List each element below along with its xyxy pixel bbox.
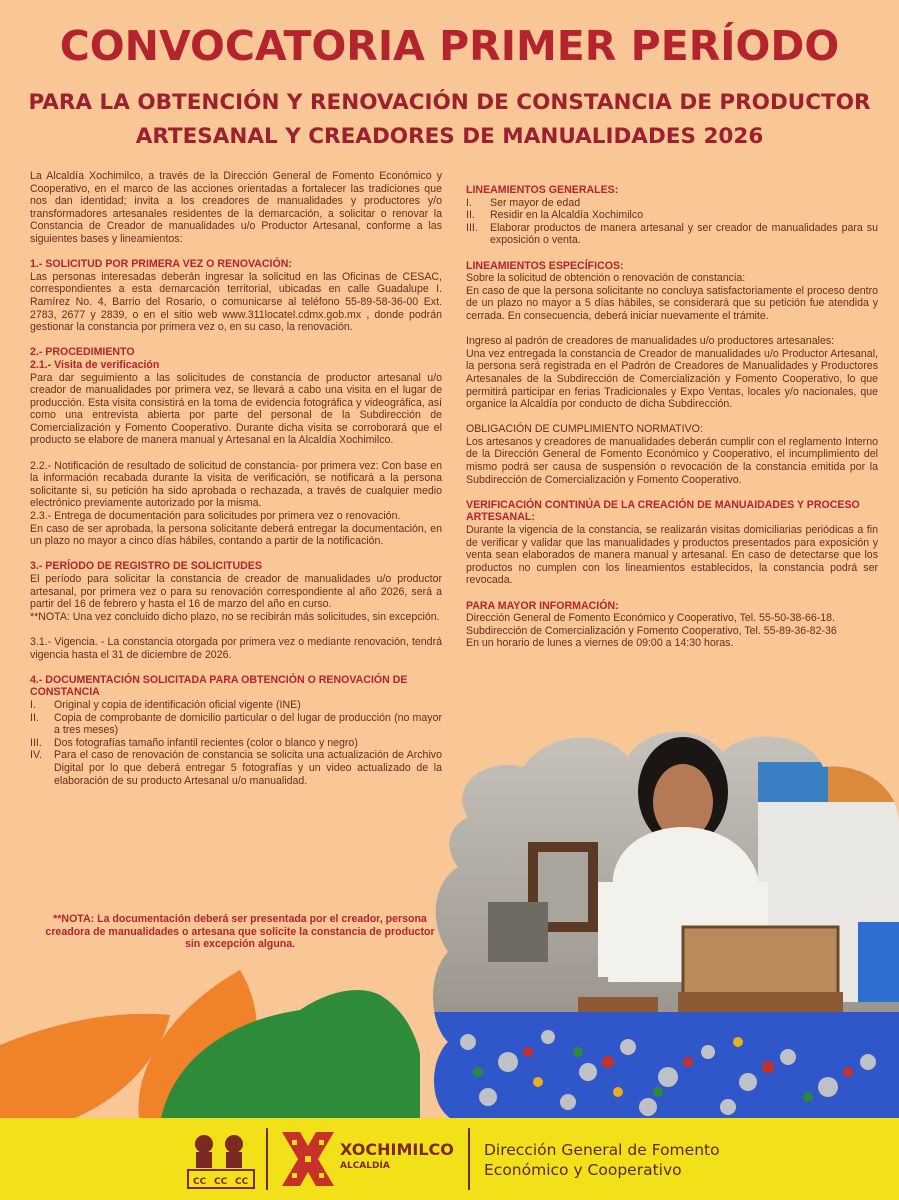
final-note: **NOTA: La documentación deberá ser presentada por el creador, persona creadora de manualidades o artesana que solicite la constancia de productor sin excepción alguna. bbox=[45, 913, 435, 951]
display-table bbox=[428, 1012, 899, 1122]
brand-subtitle: ALCALDÍA bbox=[340, 1161, 390, 1171]
page-title: CONVOCATORIA PRIMER PERÍODO bbox=[59, 22, 840, 70]
general-guideline-item-number: I. bbox=[466, 196, 472, 209]
section-3-heading: 3.- PERÍODO DE REGISTRO DE SOLICITUDES bbox=[30, 560, 262, 573]
department-line-1: Dirección General de Fomento bbox=[484, 1141, 720, 1159]
section-3-1-text: 3.1.- Vigencia. - La constancia otorgada por primera vez o mediante renovación, tendrá vigencia hasta el 31 de diciembre de 2026. bbox=[30, 635, 442, 661]
section-2-heading: 2.- PROCEDIMIENTO bbox=[30, 346, 135, 359]
general-guidelines-heading: LINEAMIENTOS GENERALES: bbox=[466, 184, 619, 196]
footer bbox=[0, 1118, 899, 1200]
general-guideline-item bbox=[466, 222, 878, 247]
xochimilco-brand bbox=[340, 1142, 454, 1174]
subtitle-line-2: ARTESANAL Y CREADORES DE MANUALIDADES 2026 bbox=[135, 124, 764, 149]
cc-label-2: CC bbox=[214, 1177, 228, 1187]
general-guideline-item-number: II. bbox=[466, 209, 475, 222]
subtitle-line-1: PARA LA OBTENCIÓN Y RENOVACIÓN DE CONSTANCIA DE PRODUCTOR bbox=[28, 90, 871, 115]
section-3-text: El período para solicitar la constancia de creador de manualidades u/o productor artesanal, por primera vez o para su renovación correspondiente al año 2026, será a partir del 16 de febrero y hasta el 16 de marzo del año en curso. bbox=[30, 573, 442, 611]
obligation-text: Los artesanos y creadores de manualidades deberán cumplir con el reglamento Interno de la Dirección General de Fomento Económico y Cooperativo, el incumplimiento del mismo podrá ser causa de suspensión o revocación de la constancia emitida por la Subdirección de Comercialización y Fomento Cooperativo. bbox=[466, 435, 878, 486]
intro-paragraph: La Alcaldía Xochimilco, a través de la Dirección General de Fomento Económico y Cooperativo, en el marco de las acciones orientadas a fortalecer las tradiciones que nos dan identidad; invita a los creadores de manualidades y productores y/o transformadores artesanales residentes de la demarcación, a solicitar o renovar la Constancia de Creador de manualidades u/o Productor Artesanal, conforme a las siguientes bases y lineamientos: bbox=[30, 170, 442, 245]
cc-emblem-icon bbox=[186, 1130, 256, 1190]
section-2-2-text: 2.2.- Notificación de resultado de solicitud de constancia- por primera vez: Con base en la información recabada durante la visita de verificación, se notificará a la persona solicitante si, su petición ha sido aprobada o rechazada, a través de cualquier medio electrónico previamente autorizado por la misma. bbox=[30, 459, 442, 510]
general-guidelines-list bbox=[466, 197, 878, 247]
footer-divider-2 bbox=[468, 1128, 470, 1190]
documentation-item bbox=[30, 737, 442, 750]
documentation-item-number: III. bbox=[30, 736, 42, 749]
section-3-note: **NOTA: Una vez concluido dicho plazo, no se recibirán más solicitudes, sin excepción. bbox=[30, 610, 440, 623]
section-4-list bbox=[30, 699, 442, 787]
documentation-item-text: Original y copia de identificación oficial vigente (INE) bbox=[54, 698, 301, 711]
verification-text: Durante la vigencia de la constancia, se realizarán visitas domiciliarias periódicas a fin de verificar y validar que las manualidades y productos presentados para exposición y venta sean elaborados de manera manual y artesanal. En caso de detectarse que los productos no cumplen con los lineamientos establecidos, la constancia podrá ser revocada. bbox=[466, 524, 878, 587]
xochimilco-x-logo-icon bbox=[278, 1128, 338, 1190]
department-line-2: Económico y Cooperativo bbox=[484, 1161, 682, 1179]
section-2-1-text: Para dar seguimiento a las solicitudes de constancia de productor artesanal u/o creador de manualidades por primera vez, se llevará a cabo una visita en el lugar de producción. Esta visita consistirá en la toma de evidencia fotográfica y videográfica, así como una entrevista abierta por parte del personal de la Subdirección de Comercialización y Fomento Cooperativo. Durante dicha visita se corroborará que el producto se elabore de manera manual y Artesanal en la Alcaldía Xochimilco. bbox=[30, 371, 442, 447]
specific-guidelines-heading: LINEAMIENTOS ESPECÍFICOS: bbox=[466, 259, 624, 272]
cc-label-3: CC bbox=[235, 1177, 249, 1187]
artisan-photo bbox=[428, 722, 899, 1122]
section-2-3-text-2: En caso de ser aprobada, la persona solicitante deberá entregar la documentación, en un plazo no mayor a cinco días hábiles, contando a partir de la notificación. bbox=[30, 522, 442, 548]
cc-label-1: CC bbox=[193, 1177, 207, 1187]
general-guideline-item-number: III. bbox=[466, 221, 478, 234]
documentation-item-number: I. bbox=[30, 698, 36, 711]
section-2-1-heading: 2.1.- Visita de verificación bbox=[30, 358, 160, 371]
right-column bbox=[466, 184, 878, 650]
obligation-subheading: OBLIGACIÓN DE CUMPLIMIENTO NORMATIVO: bbox=[466, 423, 703, 436]
documentation-item-text: Copia de comprobante de domicilio particular o del lugar de producción (no mayor a tres meses) bbox=[54, 711, 442, 737]
documentation-item-number: IV. bbox=[30, 749, 42, 762]
documentation-item-text: Dos fotografías tamaño infantil recientes (color o blanco y negro) bbox=[54, 736, 358, 749]
documentation-item bbox=[30, 699, 442, 712]
footer-department bbox=[484, 1140, 720, 1180]
padron-subheading: Ingreso al padrón de creadores de manualidades u/o productores artesanales: bbox=[466, 335, 835, 348]
specific-guidelines-text: En caso de que la persona solicitante no concluya satisfactoriamente el proceso dentro de un plazo no mayor a 5 días hábiles, se considerará que su petición fue atendida y cerrada. En consecuencia, deberá iniciar nuevamente el trámite. bbox=[466, 284, 878, 322]
brand-name: XOCHIMILCO bbox=[340, 1140, 454, 1159]
documentation-item-number: II. bbox=[30, 711, 39, 724]
specific-guidelines-subheading: Sobre la solicitud de obtención o renovación de constancia: bbox=[466, 272, 746, 285]
section-4-heading: 4.- DOCUMENTACIÓN SOLICITADA PARA OBTENCIÓN O RENOVACIÓN DE CONSTANCIA bbox=[30, 673, 408, 699]
padron-text: Una vez entregada la constancia de Creador de manualidades u/o Productor Artesanal, la persona será registrada en el Padrón de Creadores de Manualidades y Productores Artesanales de la Subdirección de Comercialización y Fomento Cooperativo, lo que permitirá participar en ferias Tradicionales y Expo Ventas, locales y/o nacionales, que organice la Alcaldía por conducto de dicha Subdirección. bbox=[466, 347, 878, 411]
documentation-item bbox=[30, 712, 442, 737]
footer-divider-1 bbox=[266, 1128, 268, 1190]
left-column bbox=[30, 170, 442, 787]
info-heading: PARA MAYOR INFORMACIÓN: bbox=[466, 599, 619, 612]
documentation-item-text: Para el caso de renovación de constancia se solicita una actualización de Archivo Digital por lo que deberá entregar 5 fotografías y un video actualizado de la elaboración de su producto Artesanal u/o manualidad. bbox=[54, 749, 442, 787]
general-guideline-item-text: Elaborar productos de manera artesanal y ser creador de manualidades para su exposición o venta. bbox=[490, 221, 878, 247]
section-1-text: Las personas interesadas deberán ingresar la solicitud en las Oficinas de CESAC, correspondientes a esta demarcación territorial, ubicadas en calle Guadalupe I. Ramírez No. 4, Barrio del Rosario, o comunicarse al teléfono 55-89-58-36-00 Ext. 2783, 2677 y 2839, o en el sitio web www.311locatel.cdmx.gob.mx , donde podrán gestionar la constancia por primera vez o, en su caso, la renovación. bbox=[30, 270, 442, 334]
general-guideline-item-text: Ser mayor de edad bbox=[490, 196, 581, 209]
section-1-heading: 1.- SOLICITUD POR PRIMERA VEZ O RENOVACIÓN: bbox=[30, 258, 292, 271]
section-2-3-text: 2.3.- Entrega de documentación para solicitudes por primera vez o renovación. bbox=[30, 510, 401, 523]
info-line-3: En un horario de lunes a viernes de 09:00 a 14:30 horas. bbox=[466, 637, 734, 650]
general-guideline-item-text: Residir en la Alcaldía Xochimilco bbox=[490, 209, 644, 222]
info-line-1: Dirección General de Fomento Económico y Cooperativo, Tel. 55-50-38-66-18. bbox=[466, 612, 836, 625]
general-guideline-item bbox=[466, 209, 878, 222]
documentation-item bbox=[30, 749, 442, 787]
general-guideline-item bbox=[466, 197, 878, 210]
info-line-2: Subdirección de Comercialización y Fomento Cooperativo, Tel. 55-89-36-82-36 bbox=[466, 624, 837, 637]
verification-heading: VERIFICACIÓN CONTINÚA DE LA CREACIÓN DE MANUAIDADES Y PROCESO ARTESANAL: bbox=[466, 498, 860, 524]
decorative-leaves bbox=[0, 950, 420, 1125]
